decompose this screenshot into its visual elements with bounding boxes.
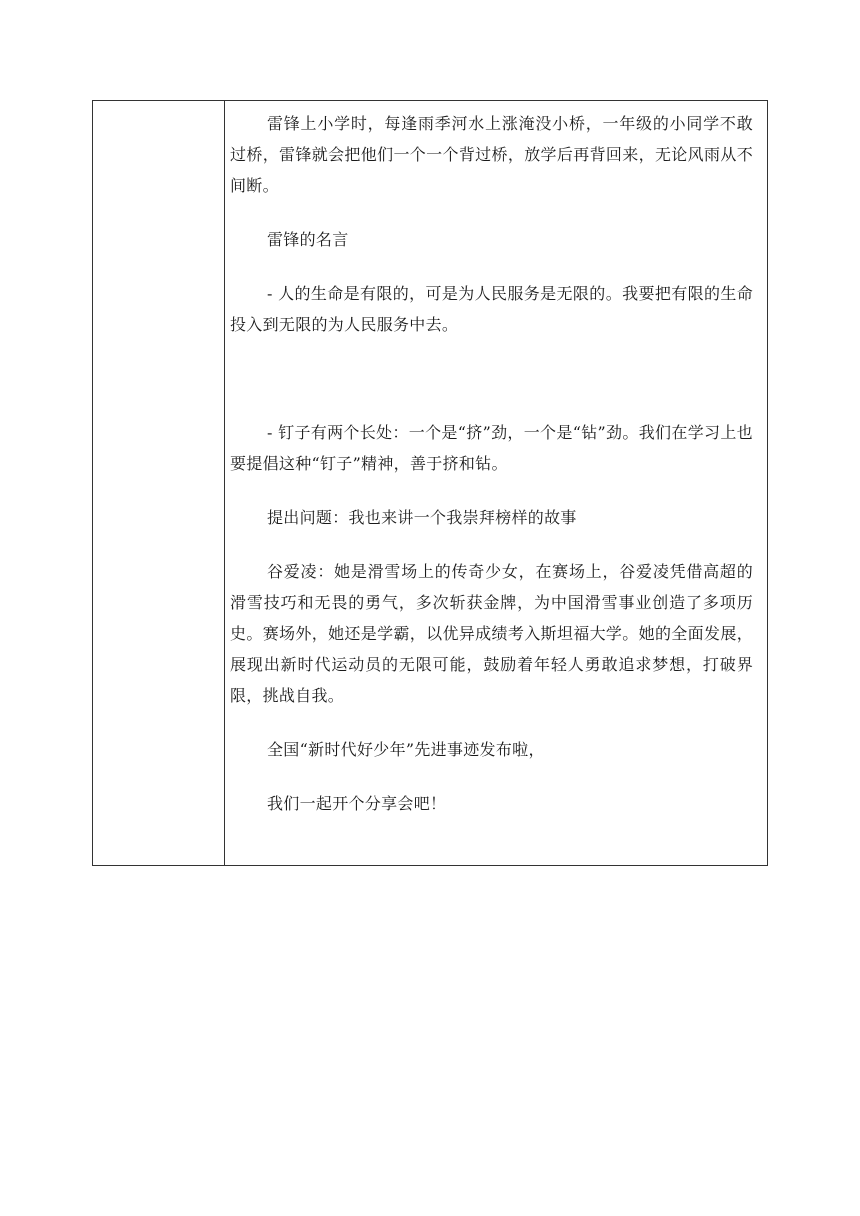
content-table <box>92 100 768 866</box>
paragraph-leifeng-story: 雷锋上小学时，每逢雨季河水上涨淹没小桥，一年级的小同学不敢过桥，雷锋就会把他们一个一个背过桥，放学后再背回来，无论风雨从不间断。 <box>230 114 753 195</box>
paragraph-share-invite: 我们一起开个分享会吧！ <box>267 794 447 813</box>
paragraph-question: 提出问题：我也来讲一个我崇拜榜样的故事 <box>267 508 577 527</box>
paragraph-quote-two: - 钉子有两个长处：一个是“挤”劲，一个是“钻”劲。我们在学习上也要提倡这种“钉子”精神，善于挤和钻。 <box>230 423 753 473</box>
paragraph-gu-ailing: 谷爱凌：她是滑雪场上的传奇少女，在赛场上，谷爱凌凭借高超的滑雪技巧和无畏的勇气，多次斩获金牌，为中国滑雪事业创造了多项历史。赛场外，她还是学霸，以优异成绩考入斯坦福大学。她的全面发展，展现出新时代运动员的无限可能，鼓励着年轻人勇敢追求梦想，打破界限，挑战自我。 <box>230 562 753 705</box>
paragraph-quote-one: - 人的生命是有限的，可是为人民服务是无限的。我要把有限的生命投入到无限的为人民服务中去。 <box>230 284 753 334</box>
table-right-cell <box>225 101 767 865</box>
paragraph-announcement: 全国“新时代好少年”先进事迹发布啦， <box>267 740 545 759</box>
table-left-cell <box>93 101 225 865</box>
paragraph-leifeng-quotes-heading: 雷锋的名言 <box>267 230 349 249</box>
